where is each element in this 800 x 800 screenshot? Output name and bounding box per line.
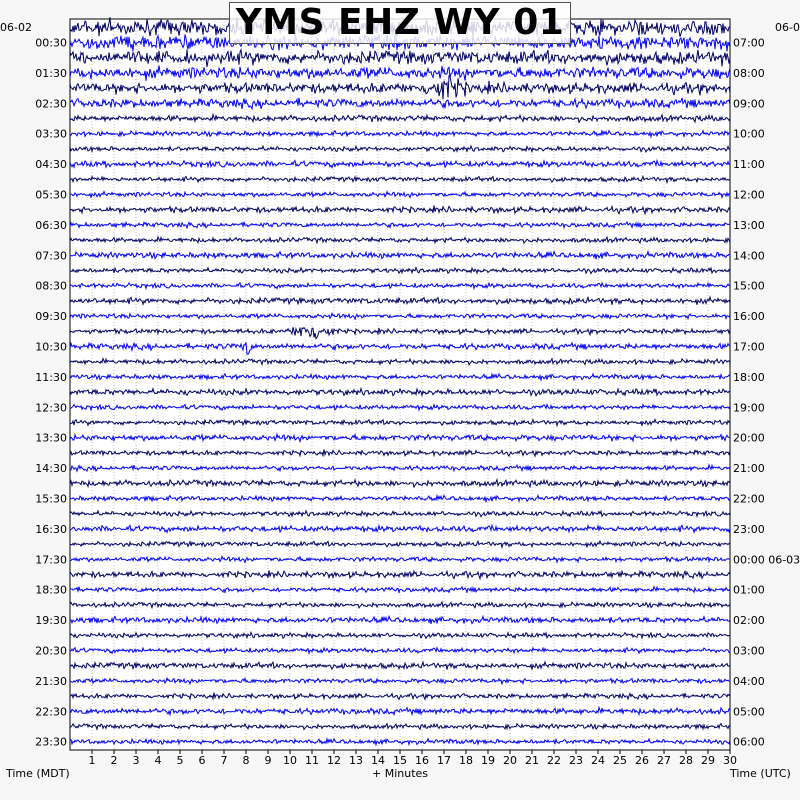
x-tick-label: 5 bbox=[176, 754, 184, 767]
x-tick-label: 15 bbox=[393, 754, 407, 767]
x-tick-label: 9 bbox=[264, 754, 272, 767]
left-time-label: 08:30 bbox=[35, 279, 67, 293]
left-time-label: 06:30 bbox=[35, 218, 67, 232]
left-time-label: 01:30 bbox=[35, 66, 67, 80]
right-time-label: 18:00 bbox=[733, 370, 765, 384]
x-tick-label: 10 bbox=[283, 754, 297, 767]
right-time-label: 00:00 06-03 bbox=[733, 553, 800, 567]
left-time-label: 23:30 bbox=[35, 735, 67, 749]
left-time-label: 10:30 bbox=[35, 340, 67, 354]
left-time-label: 17:30 bbox=[35, 553, 67, 567]
x-tick-label: 25 bbox=[613, 754, 627, 767]
x-tick-label: 12 bbox=[327, 754, 341, 767]
left-time-label: 13:30 bbox=[35, 431, 67, 445]
right-axis-label: Time (UTC) bbox=[730, 767, 791, 780]
left-time-label: 11:30 bbox=[35, 370, 67, 384]
x-tick-label: 21 bbox=[525, 754, 539, 767]
left-axis-label: Time (MDT) bbox=[6, 767, 70, 780]
right-time-label: 12:00 bbox=[733, 188, 765, 202]
x-tick-label: 18 bbox=[459, 754, 473, 767]
right-time-label: 17:00 bbox=[733, 340, 765, 354]
right-time-label: 22:00 bbox=[733, 492, 765, 506]
x-tick-label: 17 bbox=[437, 754, 451, 767]
right-time-label: 11:00 bbox=[733, 158, 765, 172]
left-time-label: 09:30 bbox=[35, 310, 67, 324]
right-time-label: 08:00 bbox=[733, 66, 765, 80]
x-axis-label: + Minutes bbox=[372, 767, 429, 780]
left-time-label: 19:30 bbox=[35, 614, 67, 628]
right-time-label: 14:00 bbox=[733, 249, 765, 263]
x-tick-label: 27 bbox=[657, 754, 671, 767]
x-tick-label: 8 bbox=[242, 754, 250, 767]
right-time-label: 19:00 bbox=[733, 401, 765, 415]
x-tick-label: 29 bbox=[701, 754, 715, 767]
left-time-label: 00:30 bbox=[35, 36, 67, 50]
x-tick-label: 4 bbox=[154, 754, 162, 767]
right-time-label: 16:00 bbox=[733, 310, 765, 324]
left-time-label: 02:30 bbox=[35, 97, 67, 111]
x-tick-label: 6 bbox=[198, 754, 206, 767]
x-tick-label: 23 bbox=[569, 754, 583, 767]
right-time-label: 13:00 bbox=[733, 218, 765, 232]
left-time-label: 22:30 bbox=[35, 705, 67, 719]
left-time-label: 05:30 bbox=[35, 188, 67, 202]
left-time-label: 04:30 bbox=[35, 158, 67, 172]
x-tick-label: 16 bbox=[415, 754, 429, 767]
left-time-label: 07:30 bbox=[35, 249, 67, 263]
x-tick-label: 7 bbox=[220, 754, 228, 767]
start-date-local: 06-02 bbox=[0, 21, 32, 34]
x-tick-label: 2 bbox=[110, 754, 118, 767]
left-time-label: 14:30 bbox=[35, 462, 67, 476]
right-time-label: 02:00 bbox=[733, 614, 765, 628]
x-tick-label: 20 bbox=[503, 754, 517, 767]
start-date-utc: 06-0 bbox=[775, 21, 800, 34]
left-time-label: 20:30 bbox=[35, 644, 67, 658]
x-tick-label: 19 bbox=[481, 754, 495, 767]
left-time-label: 21:30 bbox=[35, 674, 67, 688]
right-time-label: 20:00 bbox=[733, 431, 765, 445]
right-time-label: 03:00 bbox=[733, 644, 765, 658]
x-tick-label: 1 bbox=[88, 754, 96, 767]
right-time-label: 10:00 bbox=[733, 127, 765, 141]
x-tick-label: 24 bbox=[591, 754, 605, 767]
x-tick-label: 3 bbox=[132, 754, 140, 767]
x-tick-label: 13 bbox=[349, 754, 363, 767]
right-time-label: 21:00 bbox=[733, 462, 765, 476]
right-time-label: 06:00 bbox=[733, 735, 765, 749]
chart-title: YMS EHZ WY 01 bbox=[235, 2, 565, 43]
left-time-label: 16:30 bbox=[35, 522, 67, 536]
right-time-label: 09:00 bbox=[733, 97, 765, 111]
x-tick-label: 11 bbox=[305, 754, 319, 767]
x-tick-label: 26 bbox=[635, 754, 649, 767]
right-time-label: 23:00 bbox=[733, 522, 765, 536]
x-tick-label: 30 bbox=[723, 754, 737, 767]
x-tick-label: 14 bbox=[371, 754, 385, 767]
left-time-label: 12:30 bbox=[35, 401, 67, 415]
right-time-label: 15:00 bbox=[733, 279, 765, 293]
x-tick-label: 22 bbox=[547, 754, 561, 767]
right-time-label: 01:00 bbox=[733, 583, 765, 597]
right-time-label: 05:00 bbox=[733, 705, 765, 719]
left-time-label: 18:30 bbox=[35, 583, 67, 597]
left-time-label: 03:30 bbox=[35, 127, 67, 141]
right-time-label: 07:00 bbox=[733, 36, 765, 50]
right-time-label: 04:00 bbox=[733, 674, 765, 688]
title-box bbox=[229, 2, 571, 44]
left-time-label: 15:30 bbox=[35, 492, 67, 506]
x-tick-label: 28 bbox=[679, 754, 693, 767]
